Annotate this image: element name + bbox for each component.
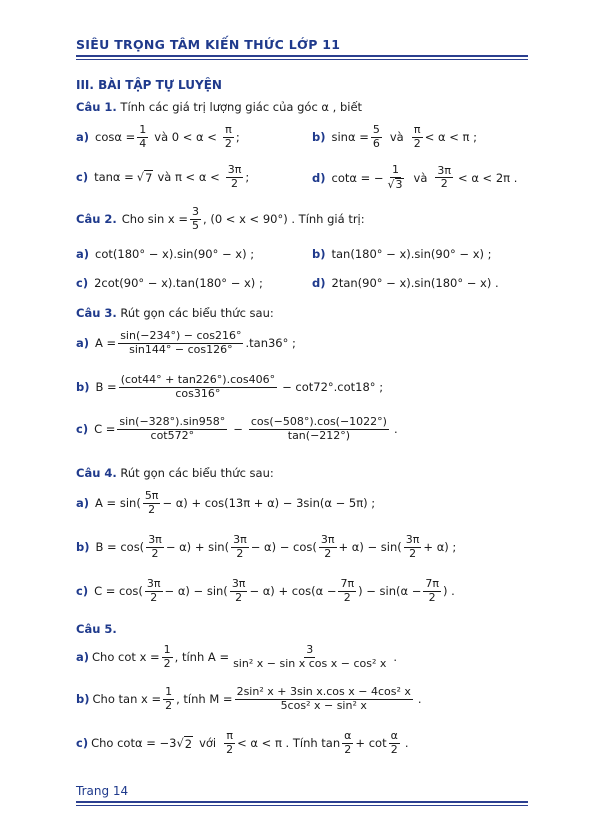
part-label: b) [312,130,326,145]
fraction: $\frac{3\pi}{2}$ [233,533,247,560]
header-title: SIÊU TRỌNG TÂM KIẾN THỨC LỚP 11 [76,37,341,52]
q5-part-c: c) Cho cotα = −3 √ 2 với $\frac{\pi}{2}$ < α < π . Tính tan $\frac{\alpha}{2}$ + cot $\frac{\alpha}{2}$ . [76,729,409,756]
expr: − α) − sin( [164,584,228,599]
expr: C = cos( [94,584,143,599]
expr: − cot72°.cot18° ; [282,380,384,395]
expr: và 0 < α < [154,130,217,145]
fraction: $\frac{3\pi}{2}$ [227,163,242,190]
question-text: Tính các giá trị lượng giác của góc α , biết [120,100,363,114]
q1-part-c: c) tanα = √ 7 và π < α < $\frac{3\pi}{2}$ ; [76,163,250,190]
expr: − α) − cos( [250,540,317,555]
fraction: $\frac{3\pi}{2}$ [148,533,162,560]
radicand: 7 [145,170,153,185]
fraction: $\frac{1}{2}$ [163,643,171,670]
expr: 2cot(90° − x).tan(180° − x) ; [94,276,263,290]
question-5-prompt [76,622,117,636]
expr: . [393,650,398,665]
question-label: Câu 5. [76,622,117,636]
q2-part-c [76,276,263,290]
q3-part-c [76,416,398,442]
fraction: $\frac{\alpha}{2}$ [390,729,398,756]
fraction: $\frac{\sin(-328^\circ).\sin 958^\circ}{\cot 572^\circ}$ [119,415,226,442]
footer-rule [76,801,528,803]
fraction: $\frac{3\pi}{2}$ [405,533,420,560]
expr: , (0 < x < 90°) . Tính giá trị: [203,212,365,227]
fraction: $\frac{3}{\text{sin² x − sin x cos x − cos² x}}$ [233,643,387,670]
expr: − α) + cos(α − [249,584,337,599]
part-label: b) [76,380,90,395]
part-label: b) [76,692,90,707]
question-label: Câu 1. [76,100,117,114]
part-label: b) [312,247,326,261]
part-label: a) [76,336,90,351]
fraction: $\frac{\alpha}{2}$ [344,729,352,756]
expr: .tan36° ; [245,336,296,351]
expr: và [389,130,404,145]
expr: B = cos( [95,540,145,555]
question-label: Câu 3. [76,306,117,320]
expr: và [413,170,428,185]
expr: , tính A = [174,650,230,665]
fraction: $\frac{3\pi}{2}$ [146,577,161,604]
part-label: a) [76,496,90,511]
question-label: Câu 2. [76,212,117,227]
question-2-prompt [76,206,365,232]
expr: + α) ; [423,540,457,555]
expr: với [199,736,217,751]
expr: cosα = [95,130,136,145]
fraction: $\frac{\pi}{2}$ [226,729,234,756]
expr: ) − sin(α − [358,584,422,599]
fraction: $\frac{\pi}{2}$ [224,123,232,150]
expr: ) . [442,584,455,599]
fraction: $\frac{3\pi}{2}$ [437,163,452,191]
expr: C = [94,422,116,437]
fraction: $\frac{1}{2}$ [165,685,173,712]
fraction: $\frac{1}{√3}$ [387,163,403,191]
expr: < α < π . Tính tan [237,736,341,751]
q3-part-a [76,330,296,356]
expr: 2tan(90° − x).sin(180° − x) . [331,276,499,290]
part-label: a) [76,247,90,261]
part-label: c) [76,736,89,751]
question-text: Rút gọn các biểu thức sau: [120,306,274,320]
q4-part-b [76,534,456,560]
q4-part-c [76,578,455,604]
q2-part-d [312,276,499,290]
q1-part-a [76,124,240,150]
part-label: c) [76,170,89,185]
part-label: a) [76,650,90,665]
expr: và π < α < [157,170,220,185]
expr: cotα = − [331,170,384,185]
expr: . [404,736,409,751]
expr: Cho cotα = −3 [91,736,177,751]
expr: . [393,422,398,437]
q5-part-b [76,686,422,712]
expr: , tính M = [176,692,233,707]
expr: ; [235,130,240,145]
part-label: d) [312,276,326,290]
question-1-prompt [76,100,362,114]
q5-part-a [76,644,397,670]
expr: Cho cot x = [92,650,160,665]
expr: + cot [355,736,387,751]
fraction: $\frac{\sin(-234^\circ) - \cos 216^\circ}{\sin 144^\circ - \cos 126^\circ}$ [120,329,242,356]
header-rule [76,55,528,57]
fraction: $\frac{3}{5}$ [192,205,200,232]
fraction: $\frac{7\pi}{2}$ [340,577,355,604]
expr: B = [95,380,117,395]
fraction: $\frac{3\pi}{2}$ [320,533,335,560]
q4-part-a [76,490,375,516]
fraction: $\frac{(\cot 44^\circ + \tan 226^\circ).\cos 406^\circ}{\cos 316^\circ}$ [120,373,276,400]
expr: < α < 2π . [458,170,518,185]
q3-part-b [76,374,383,400]
footer-rule-thin [76,805,528,806]
expr: cot(180° − x).sin(90° − x) ; [95,247,255,261]
fraction: $\frac{1}{4}$ [139,123,147,150]
expr: A = sin( [95,496,141,511]
question-4-prompt [76,466,274,480]
q1-part-d [312,164,517,191]
q1-part-b [312,124,477,150]
part-label: d) [312,170,326,185]
question-3-prompt [76,306,274,320]
expr: < α < π ; [424,130,477,145]
fraction: $\frac{5}{6}$ [372,123,380,150]
page-number: Trang 14 [76,784,129,798]
expr: ; [245,170,250,185]
expr: − α) + cos(13π + α) − 3sin(α − 5π) ; [162,496,376,511]
expr: − [233,422,243,437]
part-label: c) [76,584,89,599]
part-label: a) [76,130,90,145]
expr: Cho tan x = [92,692,162,707]
fraction: $\frac{\cos(-508^\circ).\cos(-1022^\circ)}{\tan(-212^\circ)}$ [250,415,387,442]
fraction: $\frac{7\pi}{2}$ [425,577,439,604]
q2-part-b [312,247,492,261]
fraction: $\frac{\text{2sin² x + 3sin x.cos x − 4cos² x}}{\text{5cos² x − sin² x}}$ [236,685,411,712]
expr: tan(180° − x).sin(90° − x) ; [331,247,492,261]
q2-part-a [76,247,254,261]
expr: tanα = [94,170,134,185]
part-label: c) [76,422,89,437]
expr: − α) + sin( [165,540,230,555]
expr: sinα = [331,130,369,145]
part-label: c) [76,276,89,290]
section-title: III. BÀI TẬP TỰ LUYỆN [76,78,222,92]
fraction: $\frac{\pi}{2}$ [413,123,421,150]
part-label: b) [76,540,90,555]
expr: Cho sin x = [121,212,189,227]
question-text: Rút gọn các biểu thức sau: [120,466,274,480]
expr: . [417,692,422,707]
header-rule-thin [76,59,528,60]
fraction: $\frac{3\pi}{2}$ [231,577,246,604]
radicand: 2 [184,736,193,751]
expr: A = [95,336,117,351]
fraction: $\frac{5\pi}{2}$ [144,489,159,516]
question-label: Câu 4. [76,466,117,480]
expr: + α) − sin( [338,540,402,555]
